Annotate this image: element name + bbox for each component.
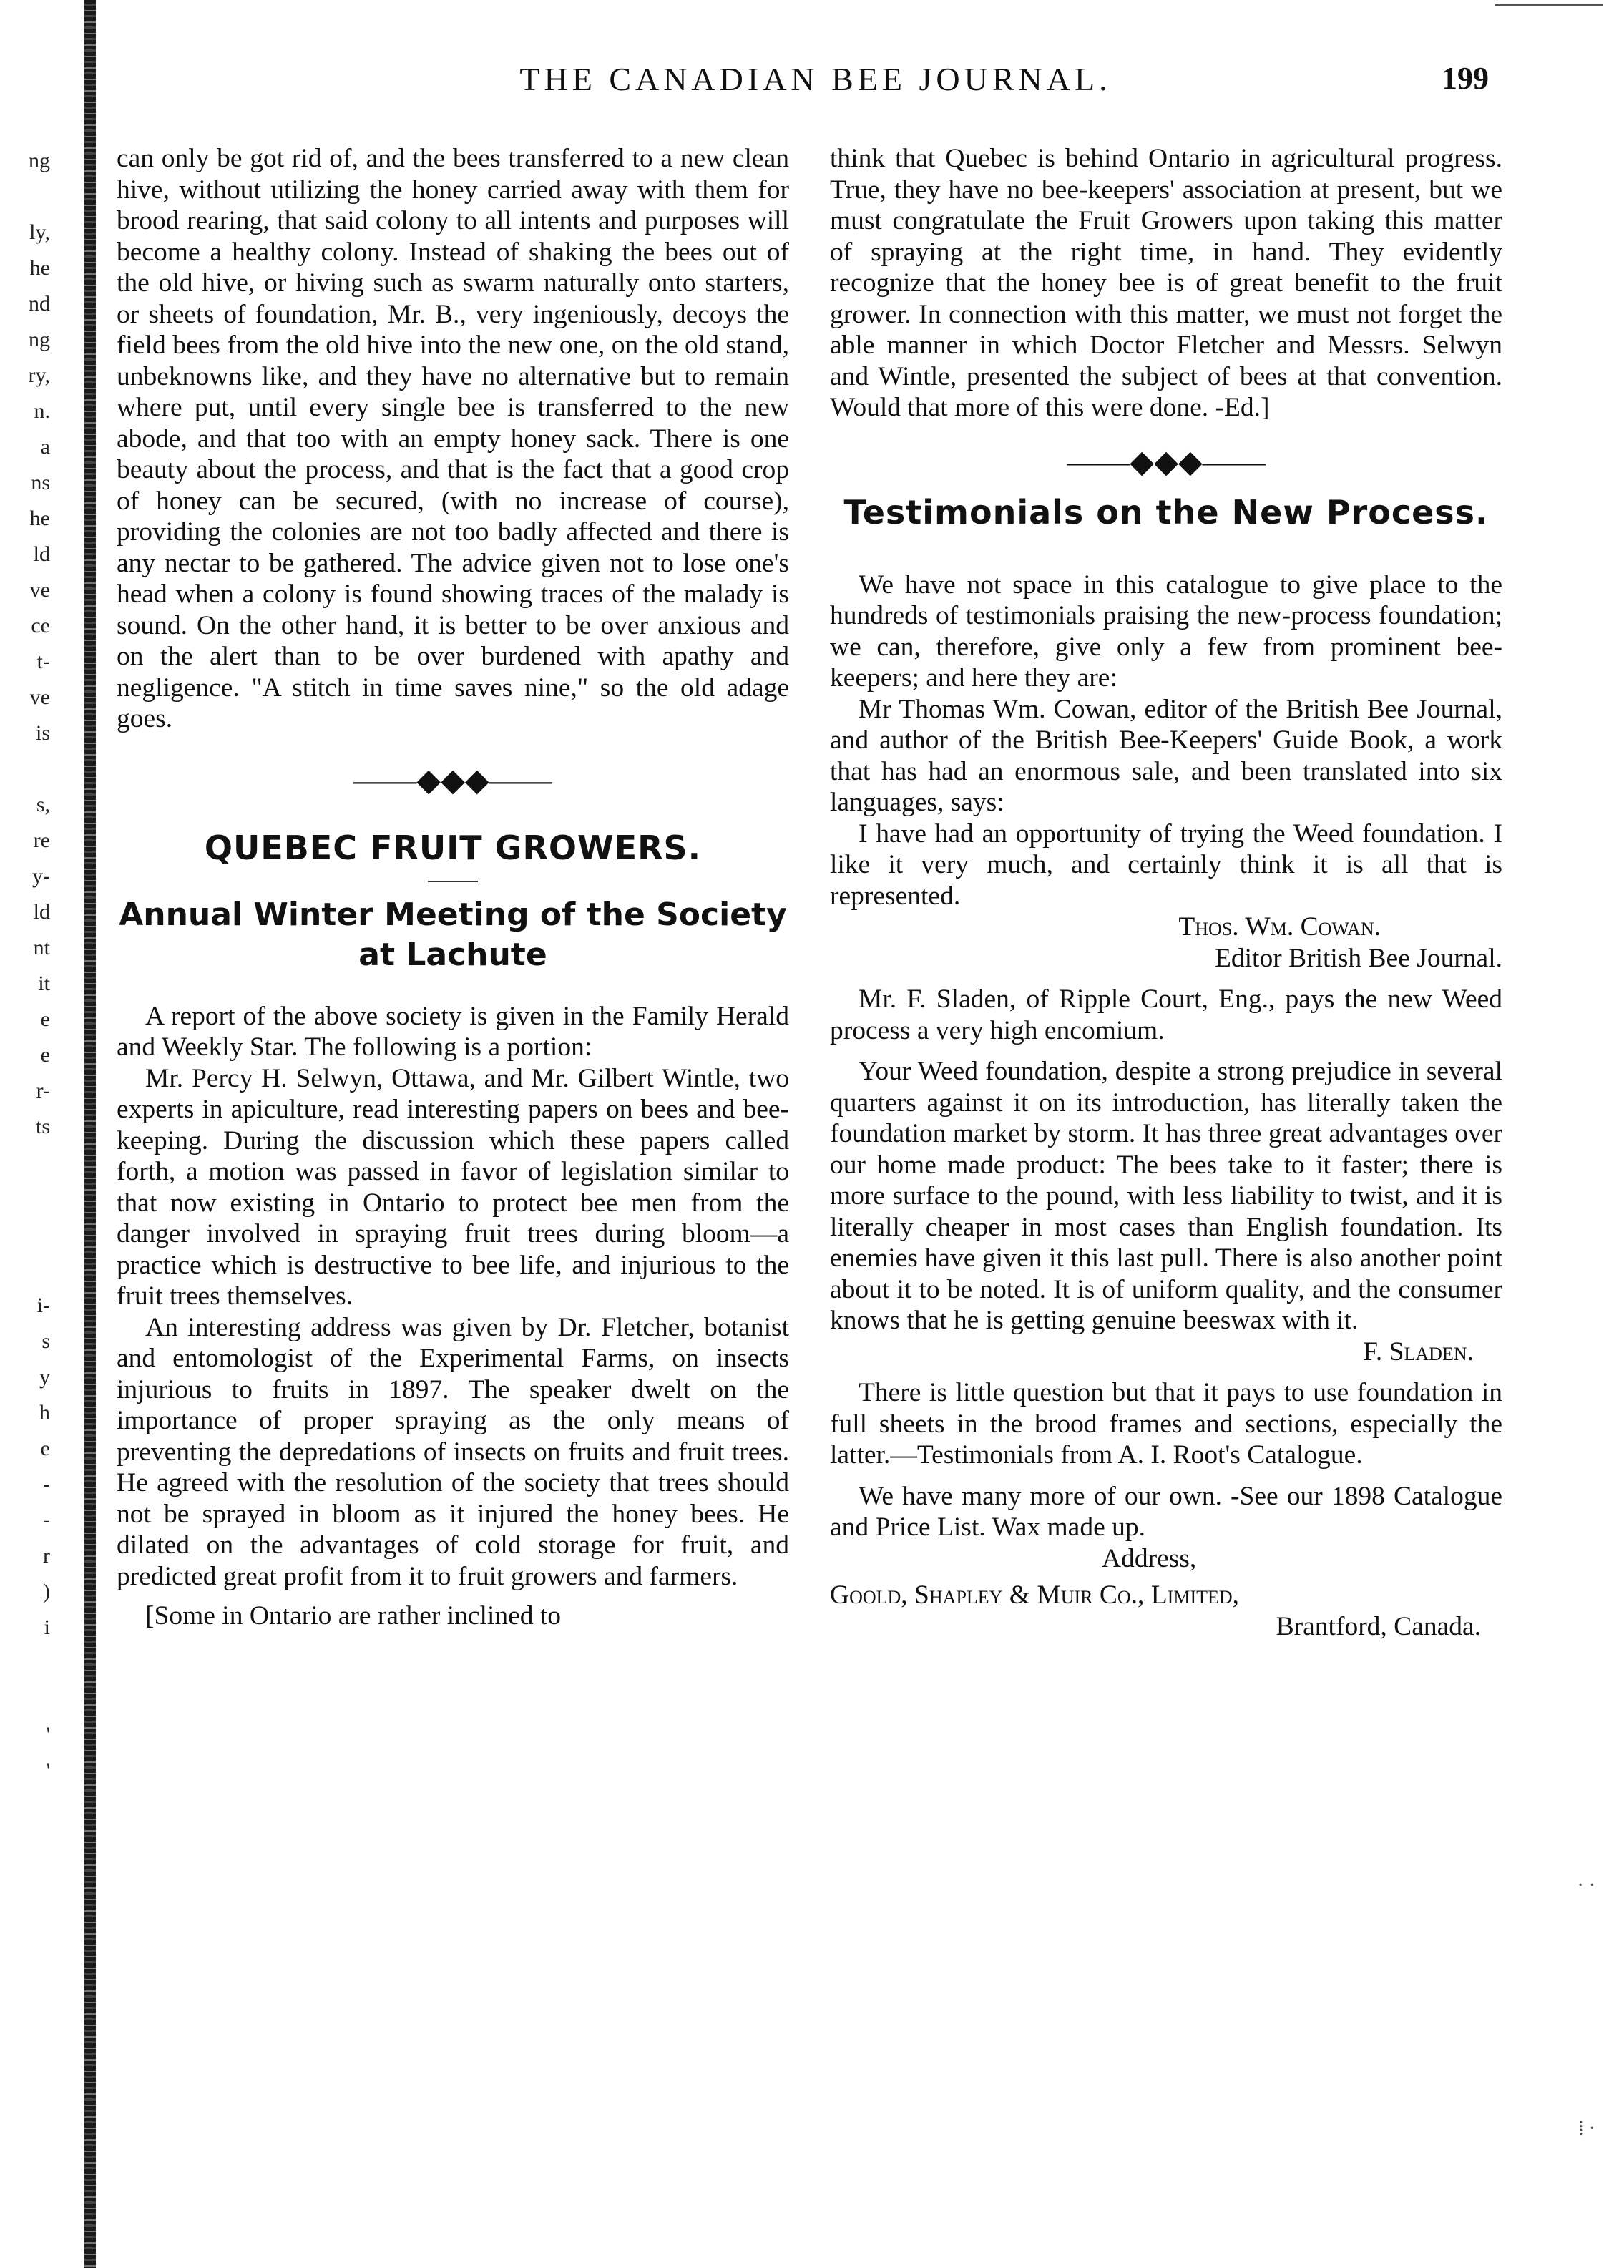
margin-specks: · · xyxy=(1577,1874,1595,1897)
section-title-quebec: QUEBEC FRUIT GROWERS. xyxy=(204,828,702,867)
prev-page-fragment: ve xyxy=(29,578,50,602)
prev-page-fragment xyxy=(0,1252,79,1288)
prev-page-fragment: it xyxy=(38,972,50,995)
company-name: Goold, Shapley & Muir Co., Limited, xyxy=(830,1580,1240,1610)
prev-page-fragment: ) xyxy=(43,1580,50,1603)
prev-page-fragment: ve xyxy=(29,685,50,709)
prev-page-fragment: i- xyxy=(36,1294,50,1317)
prev-page-fragment: s, xyxy=(36,793,50,816)
root-catalogue-paragraph: There is little question but that it pays to use foundation in full sheets in the brood frames and sections, especially the latter.—Testimonials from A. I. Root's Catalogue. xyxy=(830,1378,1502,1470)
prev-page-fragment: y- xyxy=(32,864,50,888)
prev-page-fragment xyxy=(0,1181,79,1216)
section-title-testimonials: Testimonials on the New Process. xyxy=(843,492,1489,532)
prev-page-fragment xyxy=(0,179,79,215)
prev-page-fragment xyxy=(0,751,79,787)
catalogue-paragraph: We have many more of our own. -See our 1898 Catalogue and Price List. Wax made up. xyxy=(830,1481,1502,1542)
selwyn-wintle-paragraph: Mr. Percy H. Selwyn, Ottawa, and Mr. Gilbert Wintle, two experts in apiculture, read interesting papers on bees and bee-keeping. During the discussion which these papers called forth, a motion was passed in favor of legislation similar to that now existing in Ontario to protect bee men from the danger involved in spraying fruit trees during bloom—a practice which is destructive to bee life, and injurious to the fruit trees themselves. xyxy=(117,1063,789,1311)
sladen-quote: Your Weed foundation, despite a strong prejudice in several quarters against it on its introduction, has literally taken the foundation market by storm. It has three great advantages over our home made product: The bees take to it faster; there is more surface to the pound, with less liability to twist, and it is literally cheaper in most cases than English foundation. Its enemies have given it this last pull. There is also another point about it to be noted. It is of uniform quality, and the consumer knows that he is getting genuine beeswax with it. xyxy=(830,1057,1502,1335)
fletcher-paragraph: An interesting address was given by Dr. Fletcher, botanist and entomologist of the Experimental Farms, on insects injurious to fruits in 1897. The speaker dwelt on the importance of proper spraying as the only means of preventing the depredations of insects on fruits and fruit trees. He agreed with the resolution of the society that trees should not be sprayed in bloom as it injured the honey bees. He dilated on the advantages of cold storage for fruit, and predicted great profit from it to fruit growers and farmers. xyxy=(117,1312,789,1591)
prev-page-fragment xyxy=(0,1646,79,1681)
company-city: Brantford, Canada. xyxy=(1276,1611,1481,1641)
short-rule xyxy=(428,881,478,882)
cowan-quote: I have had an opportunity of trying the Weed foundation. I like it very much, and certainly think it is all that is represented. xyxy=(830,818,1502,911)
prev-page-fragment: nd xyxy=(29,292,50,316)
prev-page-fragment: - xyxy=(43,1508,50,1532)
prev-page-fragment: ' xyxy=(46,1723,50,1746)
prev-page-fragment: ly, xyxy=(29,220,50,244)
prev-page-fragment: s xyxy=(41,1329,50,1353)
prev-page-fragment: r xyxy=(43,1544,50,1568)
prev-page-fragment: he xyxy=(29,256,50,280)
prev-page-fragment: ce xyxy=(31,614,50,637)
prev-page-fragment: h xyxy=(39,1401,50,1424)
section-ornament: ——◆◆◆—— xyxy=(353,762,552,798)
prev-page-fragment: ng xyxy=(29,328,50,351)
prev-page-fragment: n. xyxy=(34,399,50,423)
address-label: Address, xyxy=(1102,1543,1197,1573)
prev-page-fragment: ts xyxy=(35,1115,50,1138)
prev-page-fragment: r- xyxy=(36,1079,50,1103)
prev-page-fragment: ld xyxy=(33,900,50,924)
prev-page-fragment xyxy=(0,1681,79,1717)
page-number: 199 xyxy=(1442,61,1489,96)
margin-specks: ⁞ · xyxy=(1577,2118,1595,2140)
right-column xyxy=(830,143,1502,1642)
prev-page-fragment: re xyxy=(33,828,50,852)
prev-page-fragment: ' xyxy=(46,1759,50,1782)
cowan-intro: Mr Thomas Wm. Cowan, editor of the British Bee Journal, and author of the British Bee-Keepers' Guide Book, a work that has had an enormous sale, and been translated into six languages, says: xyxy=(830,694,1502,817)
editor-note-continued: think that Quebec is behind Ontario in agricultural progress. True, they have no bee-keepers' association at present, but we must congratulate the Fruit Growers upon taking this matter of spraying at the right time, in hand. They evidently recognize that the honey bee is of great benefit to the fruit grower. In connection with this matter, we must not forget the able manner in which Doctor Fletcher and Messrs. Selwyn and Wintle, presented the subject of bees at that convention. Would that more of this were done. -Ed.] xyxy=(830,144,1502,422)
prev-page-fragment xyxy=(0,1216,79,1252)
corner-rule xyxy=(1495,4,1603,6)
cowan-title: Editor British Bee Journal. xyxy=(1214,943,1502,973)
prev-page-fragment xyxy=(0,1145,79,1181)
prev-page-fragment: e xyxy=(40,1007,50,1031)
prev-page-fragment: ry, xyxy=(28,363,50,387)
sladen-intro: Mr. F. Sladen, of Ripple Court, Eng., pays the new Weed process a very high encomium. xyxy=(830,984,1502,1045)
prev-page-fragment: ns xyxy=(31,471,50,494)
prev-page-fragment: i xyxy=(44,1616,50,1639)
editor-note-start: [Some in Ontario are rather inclined to xyxy=(145,1601,562,1631)
prev-page-fragment: e xyxy=(40,1043,50,1067)
prev-page-fragment: y xyxy=(39,1365,50,1389)
report-paragraph: A report of the above society is given in the Family Herald and Weekly Star. The following is a portion: xyxy=(117,1001,789,1062)
prev-page-fragment: - xyxy=(43,1472,50,1496)
cowan-signature: Thos. Wm. Cowan. xyxy=(1178,912,1381,942)
running-head: THE CANADIAN BEE JOURNAL. xyxy=(519,61,1112,97)
sladen-signature: F. Sladen. xyxy=(1363,1336,1474,1367)
section-ornament: ——◆◆◆—— xyxy=(1067,444,1266,479)
section-subtitle-line-2: at Lachute xyxy=(358,936,547,973)
binding-gutter xyxy=(84,0,96,2268)
prev-page-fragment: nt xyxy=(33,936,50,959)
section-subtitle-line-1: Annual Winter Meeting of the Society xyxy=(119,896,787,933)
left-column xyxy=(117,143,789,1632)
testimonials-intro: We have not space in this catalogue to give place to the hundreds of testimonials praising the new-process foundation; we can, therefore, give only a few from prominent bee-keepers; and here they are: xyxy=(830,570,1502,693)
intro-paragraph: can only be got rid of, and the bees transferred to a new clean hive, without utilizing the honey carried away with them for brood rearing, that said colony to all intents and purposes will become a healthy colony. Instead of shaking the bees out of the old hive, or hiving such as swarm naturally onto starters, or sheets of foundation, Mr. B., very ingeniously, decoys the field bees from the old hive into the new one, on the old stand, unbeknowns like, and they have no alternative but to remain where put, until every single bee is transferred to the new abode, and that too with an empty honey sack. There is one beauty about the process, and that is the fact that a good crop of honey can be secured, (with no increase of course), providing the colonies are not too badly affected and there is any nectar to be gathered. The advice given not to lose one's head when a colony is found showing traces of the malady is sound. On the other hand, it is better to be over anxious and on the alert than to be over burdened with apathy and negligence. "A stitch in time saves nine," so the old adage goes. xyxy=(117,144,789,733)
prev-page-fragment: t- xyxy=(36,650,50,673)
prev-page-fragment: ld xyxy=(33,542,50,566)
prev-page-fragment: he xyxy=(29,507,50,530)
prev-page-fragment: is xyxy=(35,721,50,745)
prev-page-fragment: e xyxy=(40,1437,50,1460)
previous-page-fragments xyxy=(0,143,79,1789)
prev-page-fragment: a xyxy=(40,435,50,459)
prev-page-fragment: ng xyxy=(29,149,50,172)
